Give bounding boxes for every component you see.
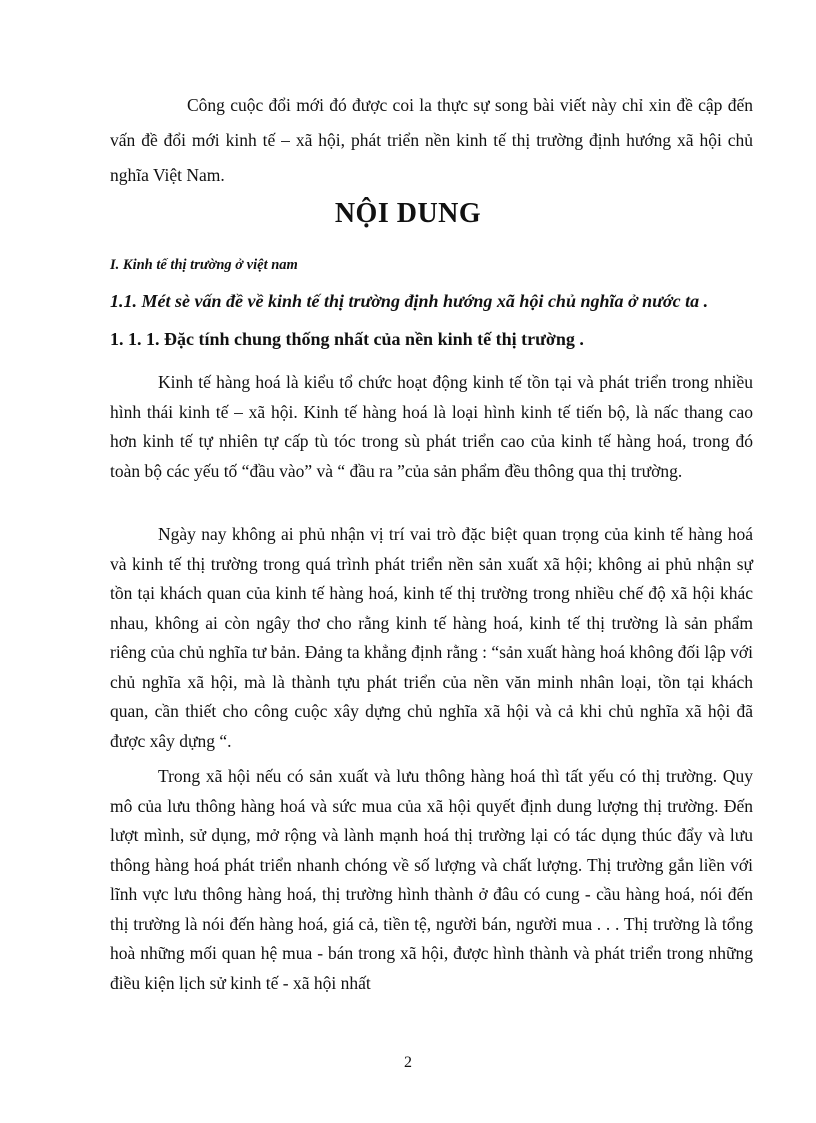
page-number: 2 bbox=[404, 1054, 412, 1071]
body-paragraph-2: Ngày nay không ai phủ nhận vị trí vai trò đặc biệt quan trọng của kinh tế hàng hoá và kinh tế thị trường trong quá trình phát triển nền sản xuất xã hội; không ai phủ nhận sự tồn tại khách quan của kinh tế hàng hoá, kinh tế thị trường trong nhiều chế độ xã hội khác nhau, không ai còn ngây thơ cho rằng kinh tế hàng hoá, kinh tế thị trường là sản phẩm riêng của chủ nghĩa tư bản. Đảng ta khẳng định rằng : “sản xuất hàng hoá không đối lập với chủ nghĩa xã hội, mà là thành tựu phát triển của nền văn minh nhân loại, tồn tại khách quan, cần thiết cho công cuộc xây dựng chủ nghĩa xã hội và cả khi chủ nghĩa xã hội đã được xây dựng “. bbox=[110, 524, 753, 751]
subsubsection-heading: 1. 1. 1. Đặc tính chung thống nhất của nền kinh tế thị trường . bbox=[110, 329, 584, 349]
body-paragraph-1: Kinh tế hàng hoá là kiểu tổ chức hoạt động kinh tế tồn tại và phát triển trong nhiều hình thái kinh tế – xã hội. Kinh tế hàng hoá là loại hình kinh tế tiến bộ, là nấc thang cao hơn kinh tế tự nhiên tự cấp tù tóc trong sù phát triển cao của kinh tế hàng hoá, trong đó toàn bộ các yếu tố “đầu vào” và “ đầu ra ”của sản phẩm đều thông qua thị trường. bbox=[110, 372, 753, 481]
body-paragraph-3: Trong xã hội nếu có sản xuất và lưu thông hàng hoá thì tất yếu có thị trường. Quy mô của lưu thông hàng hoá và sức mua của xã hội quyết định dung lượng thị trường. Đến lượt mình, sử dụng, mở rộng và lành mạnh hoá thị trường lại có tác dụng thúc đẩy và lưu thông hàng hoá phát triển nhanh chóng về số lượng và chất lượng. Thị trường gắn liền với lĩnh vực lưu thông hàng hoá, thị trường hình thành ở đâu có cung - cầu hàng hoá, nói đến thị trường là nói đến hàng hoá, giá cả, tiền tệ, người bán, người mua . . . Thị trường là tổng hoà những mối quan hệ mua - bán trong xã hội, được hình thành và phát triển trong những điều kiện lịch sử kinh tế - xã hội nhất bbox=[110, 766, 753, 993]
section-heading: I. Kinh tế thị trường ở việt nam bbox=[110, 257, 298, 273]
intro-paragraph: Công cuộc đổi mới đó được coi la thực sự song bài viết này chỉ xin đề cập đến vấn đề đổi mới kinh tế – xã hội, phát triển nền kinh tế thị trường định hướng xã hội chủ nghĩa Việt Nam. bbox=[110, 95, 753, 185]
subsection-heading: 1.1. Mét sè vấn đề về kinh tế thị trường định hướng xã hội chủ nghĩa ở nước ta . bbox=[110, 291, 709, 311]
main-heading: NỘI DUNG bbox=[334, 198, 482, 229]
